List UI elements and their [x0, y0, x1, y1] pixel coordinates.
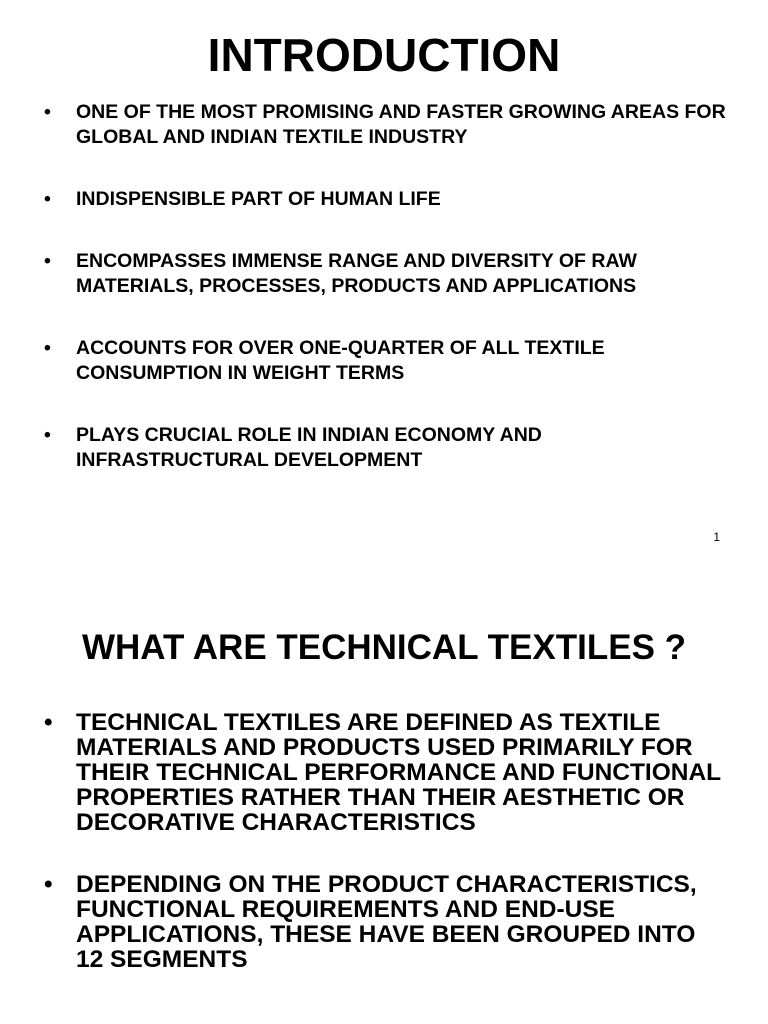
bullet-text: ACCOUNTS FOR OVER ONE-QUARTER OF ALL TEXTILE CONSUMPTION IN WEIGHT TERMS	[76, 337, 605, 384]
slide-title: WHAT ARE TECHNICAL TEXTILES ?	[81, 628, 687, 667]
bullet-item	[0, 187, 768, 212]
bullet-text: TECHNICAL TEXTILES ARE DEFINED AS TEXTILE MATERIALS AND PRODUCTS USED PRIMARILY FOR THEIR TECHNICAL PERFORMANCE AND FUNCTIONAL PROPERTIES RATHER THAN THEIR AESTHETIC OR DECORATIVE CHARACTERISTICS	[76, 709, 721, 836]
bullet-text: ENCOMPASSES IMMENSE RANGE AND DIVERSITY OF RAW MATERIALS, PROCESSES, PRODUCTS AND APPLICATIONS	[76, 250, 637, 297]
bullet-list	[0, 710, 768, 1009]
bullet-item	[0, 249, 768, 299]
bullet-item	[0, 423, 768, 473]
bullet-item	[0, 872, 768, 972]
bullet-text: PLAYS CRUCIAL ROLE IN INDIAN ECONOMY AND INFRASTRUCTURAL DEVELOPMENT	[76, 424, 542, 471]
bullet-icon: •	[44, 337, 51, 359]
bullet-icon: •	[44, 250, 51, 272]
bullet-text: DEPENDING ON THE PRODUCT CHARACTERISTICS, FUNCTIONAL REQUIREMENTS AND END-USE APPLICATIONS, THESE HAVE BEEN GROUPED INTO 12 SEGMENTS	[76, 871, 697, 973]
bullet-icon: •	[44, 188, 51, 210]
bullet-icon: •	[44, 709, 53, 736]
bullet-item	[0, 710, 768, 835]
bullet-text: INDISPENSIBLE PART OF HUMAN LIFE	[76, 188, 441, 210]
bullet-list	[0, 100, 768, 510]
slide-technical-textiles	[0, 590, 768, 1024]
bullet-item	[0, 336, 768, 386]
bullet-icon: •	[44, 871, 53, 898]
slide-title: INTRODUCTION	[207, 29, 561, 81]
bullet-text: ONE OF THE MOST PROMISING AND FASTER GROWING AREAS FOR GLOBAL AND INDIAN TEXTILE INDUSTRY	[76, 101, 726, 148]
bullet-icon: •	[44, 101, 51, 123]
bullet-item	[0, 100, 768, 150]
page-number: 1	[713, 530, 720, 544]
bullet-icon: •	[44, 424, 51, 446]
